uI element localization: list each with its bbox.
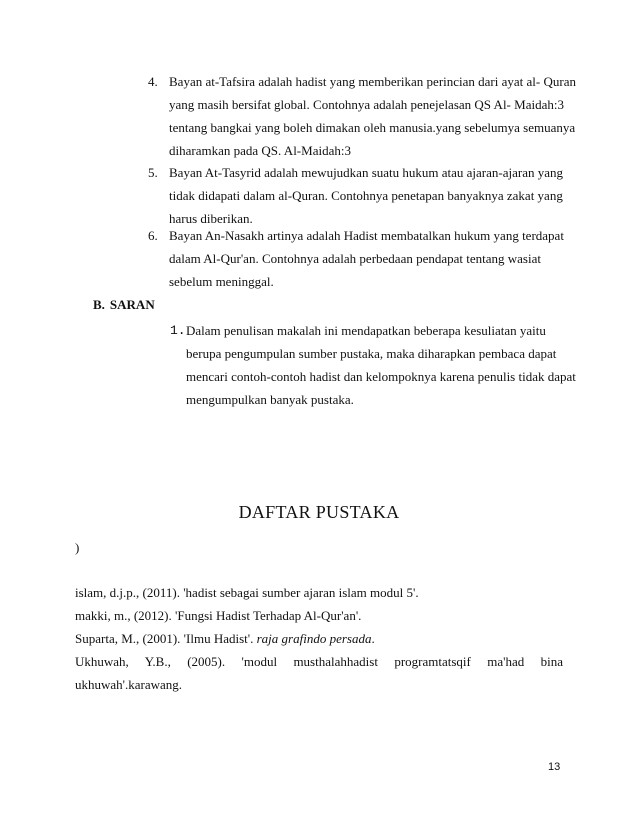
list-item [148, 161, 578, 230]
stray-mark: ) [75, 540, 80, 555]
reference-entry-line1: Ukhuwah, Y.B., (2005). 'modul musthalahhadist programtatsqif ma'had bina [75, 654, 563, 669]
saran-list-item [170, 319, 580, 411]
page-number: 13 [548, 761, 561, 773]
saran-heading-text: SARAN [109, 297, 155, 312]
reference-list [75, 581, 563, 696]
reference-text: Suparta, M., (2001). 'Ilmu Hadist'. [75, 631, 257, 646]
reference-entry [75, 627, 563, 650]
list-item-text: Bayan An-Nasakh artinya adalah Hadist membatalkan hukum yang terdapat dalam Al-Qur'an. Contohnya adalah perbedaan pendapat tentang wasiat sebelum meninggal. [169, 228, 564, 289]
saran-item-number: 1. [170, 323, 186, 338]
list-item-number: 4. [148, 74, 158, 89]
reference-tail: . [371, 631, 375, 646]
reference-publisher: raja grafindo persada [256, 631, 372, 646]
saran-item-text: Dalam penulisan makalah ini mendapatkan beberapa kesuliatan yaitu berupa pengumpulan sumber pustaka, maka diharapkan pembaca dapat mencari contoh-contoh hadist dan kelompoknya karena penulis tidak dapat mengumpulkan banyak pustaka. [186, 323, 576, 407]
reference-entry: makki, m., (2012). 'Fungsi Hadist Terhadap Al-Qur'an'. [75, 608, 362, 623]
list-item-number: 5. [148, 165, 158, 180]
reference-entry-line2: ukhuwah'.karawang. [75, 677, 183, 692]
list-item-text: Bayan at-Tafsira adalah hadist yang memberikan perincian dari ayat al- Quran yang masih bersifat global. Contohnya adalah penejelasan QS Al- Maidah:3 tentang bangkai yang boleh dimakan oleh manusia.yang sebelumya semuanya diharamkan pada QS. Al-Maidah:3 [169, 74, 576, 158]
list-item-text: Bayan At-Tasyrid adalah mewujudkan suatu hukum atau ajaran-ajaran yang tidak didapati dalam al-Quran. Contohnya penetapan banyaknya zakat yang harus diberikan. [169, 165, 564, 226]
saran-heading-letter: B. [93, 297, 105, 312]
list-item [148, 70, 578, 162]
list-item-number: 6. [148, 228, 158, 243]
daftar-pustaka-title: DAFTAR PUSTAKA [238, 502, 400, 522]
saran-heading [93, 297, 155, 313]
reference-entry: islam, d.j.p., (2011). 'hadist sebagai sumber ajaran islam modul 5'. [75, 585, 419, 600]
list-item [148, 224, 578, 293]
